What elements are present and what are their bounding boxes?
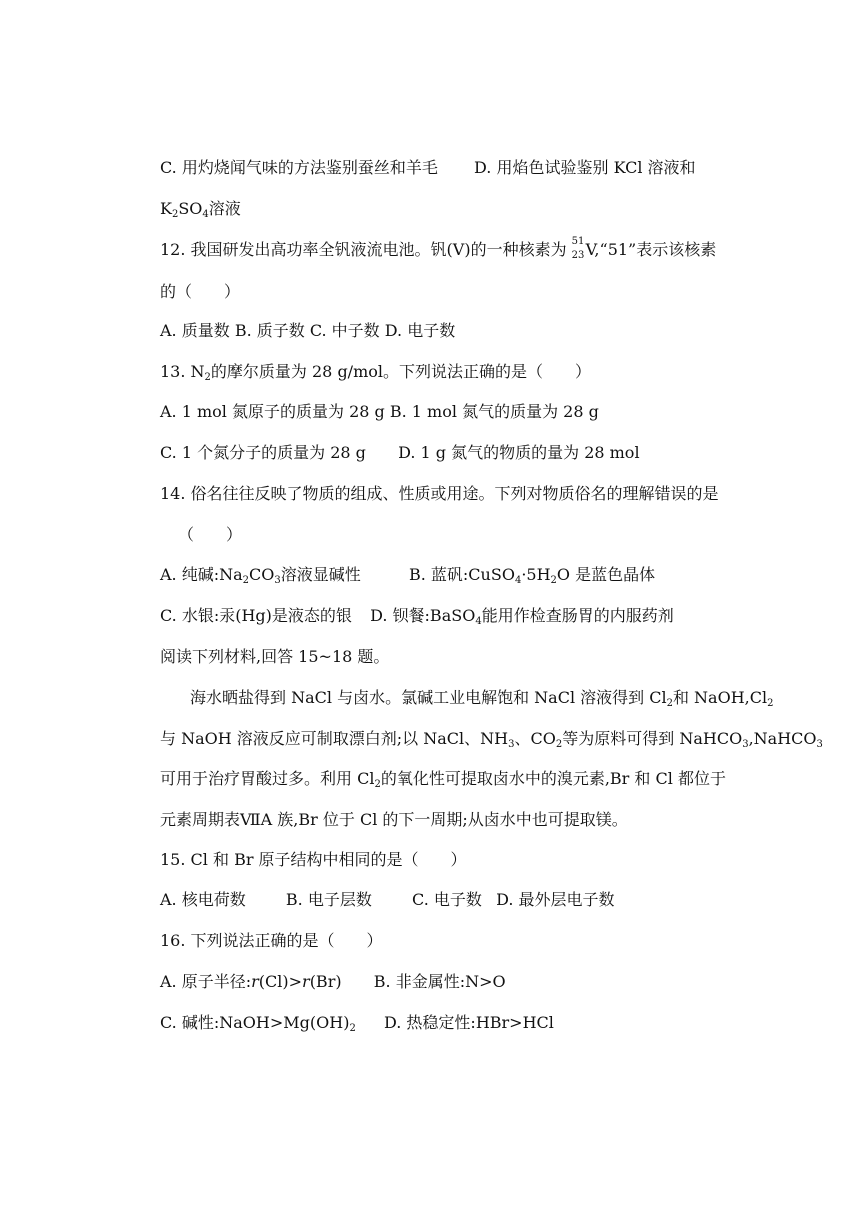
q14-option-a: A. 纯碱:Na <box>160 565 243 584</box>
text: 、CO <box>514 729 556 748</box>
formula-part: K <box>160 199 172 218</box>
formula-part: SO <box>178 199 203 218</box>
q15-option-c: C. 电子数 <box>412 890 482 909</box>
text: 可用于治疗胃酸过多。利用 Cl <box>160 769 375 788</box>
subscript: 2 <box>550 575 557 586</box>
text: 和 NaOH,Cl <box>672 688 768 707</box>
text: 溶液 <box>208 199 241 218</box>
text: CO <box>249 565 275 584</box>
q16-option-b: B. 非金属性:N>O <box>373 972 506 991</box>
subscript: 2 <box>204 372 211 383</box>
mass-number: 51 <box>571 236 585 247</box>
subscript: 3 <box>742 739 749 750</box>
subscript: 4 <box>202 209 209 220</box>
text: V,“51”表示该核素 <box>585 240 717 259</box>
q11-option-c: C. 用灼烧闻气味的方法鉴别蚕丝和羊毛 <box>160 158 438 177</box>
question-12-options: A. 质量数 B. 质子数 C. 中子数 D. 电子数 <box>160 321 456 340</box>
subscript: 2 <box>242 575 250 586</box>
passage-line-1 <box>190 687 774 709</box>
question-16-options-ab <box>160 971 506 993</box>
question-13-options-ab: A. 1 mol 氮原子的质量为 28 g B. 1 mol 氮气的质量为 28 g <box>160 402 599 421</box>
text: 13. N <box>160 362 205 381</box>
question-14-options-ab <box>160 564 655 586</box>
text: (Cl)> <box>258 972 303 991</box>
question-13-stem <box>160 361 591 383</box>
question-16-options-cd <box>160 1012 554 1034</box>
q15-option-b: B. 电子层数 <box>285 890 372 909</box>
text: 与 NaOH 溶液反应可制取漂白剂;以 NaCl、NH <box>160 729 509 748</box>
q14-option-c: C. 水银:汞(Hg)是液态的银 <box>160 606 352 625</box>
text: 12. 我国研发出高功率全钒液流电池。钒(V)的一种核素为 <box>160 240 572 259</box>
q11-option-d: D. 用焰色试验鉴别 KCl 溶液和 <box>474 158 696 177</box>
question-14-stem: 14. 俗名往往反映了物质的组成、性质或用途。下列对物质俗名的理解错误的是 <box>160 484 719 503</box>
q13-option-d: D. 1 g 氮气的物质的量为 28 mol <box>398 443 640 462</box>
question-14-options-cd <box>160 605 674 627</box>
passage-line-3 <box>160 768 726 790</box>
subscript: 2 <box>374 779 381 790</box>
question-15-options <box>160 889 615 911</box>
nuclide-notation <box>571 236 586 261</box>
question-12-stem-continuation: 的（ ） <box>160 282 241 301</box>
subscript: 2 <box>349 1023 356 1034</box>
text: 能用作检查肠胃的内服药剂 <box>481 606 674 625</box>
passage-line-2 <box>160 728 823 750</box>
subscript: 4 <box>475 616 482 627</box>
question-12-stem <box>160 236 717 261</box>
q15-option-a: A. 核电荷数 <box>160 890 246 909</box>
subscript: 4 <box>514 575 522 586</box>
passage-line-4: 元素周期表ⅦA 族,Br 位于 Cl 的下一周期;从卤水中也可提取镁。 <box>160 810 628 829</box>
text: ·5H <box>521 565 551 584</box>
subscript: 3 <box>274 575 281 586</box>
question-13-options-cd <box>160 442 640 464</box>
q16-option-c: C. 碱性:NaOH>Mg(OH) <box>160 1013 350 1032</box>
subscript: 3 <box>816 739 823 750</box>
question-15-stem: 15. Cl 和 Br 原子结构中相同的是（ ） <box>160 850 467 869</box>
text: 的摩尔质量为 28 g/mol。下列说法正确的是（ ） <box>210 362 591 381</box>
subscript: 2 <box>767 698 774 709</box>
subscript: 3 <box>508 739 515 750</box>
text: 等为原料可得到 NaHCO <box>562 729 743 748</box>
q11-option-c-d-line <box>160 157 696 179</box>
q14-option-d: D. 钡餐:BaSO <box>370 606 476 625</box>
italic-symbol: r <box>302 972 310 991</box>
q13-option-c: C. 1 个氮分子的质量为 28 g <box>160 443 366 462</box>
text: 溶液显碱性 <box>280 565 361 584</box>
q14-option-b: B. 蓝矾:CuSO <box>408 565 515 584</box>
text: (Br) <box>309 972 342 991</box>
atomic-number: 23 <box>571 250 585 261</box>
q15-option-d: D. 最外层电子数 <box>496 890 615 909</box>
subscript: 2 <box>555 739 563 750</box>
q11-option-d-continuation <box>160 198 241 220</box>
question-14-answer-blank: （ ） <box>178 525 243 544</box>
q16-option-d: D. 热稳定性:HBr>HCl <box>384 1013 554 1032</box>
text: 海水晒盐得到 NaCl 与卤水。氯碱工业电解饱和 NaCl 溶液得到 Cl <box>190 688 667 707</box>
subscript: 2 <box>171 209 179 220</box>
subscript: 2 <box>666 698 673 709</box>
text: ,NaHCO <box>748 729 817 748</box>
question-16-stem: 16. 下列说法正确的是（ ） <box>160 931 383 950</box>
q16-option-a: A. 原子半径: <box>160 972 252 991</box>
text: 的氧化性可提取卤水中的溴元素,Br 和 Cl 都位于 <box>380 769 726 788</box>
text: O 是蓝色晶体 <box>556 565 656 584</box>
italic-symbol: r <box>251 972 259 991</box>
reading-instruction: 阅读下列材料,回答 15~18 题。 <box>160 647 390 666</box>
